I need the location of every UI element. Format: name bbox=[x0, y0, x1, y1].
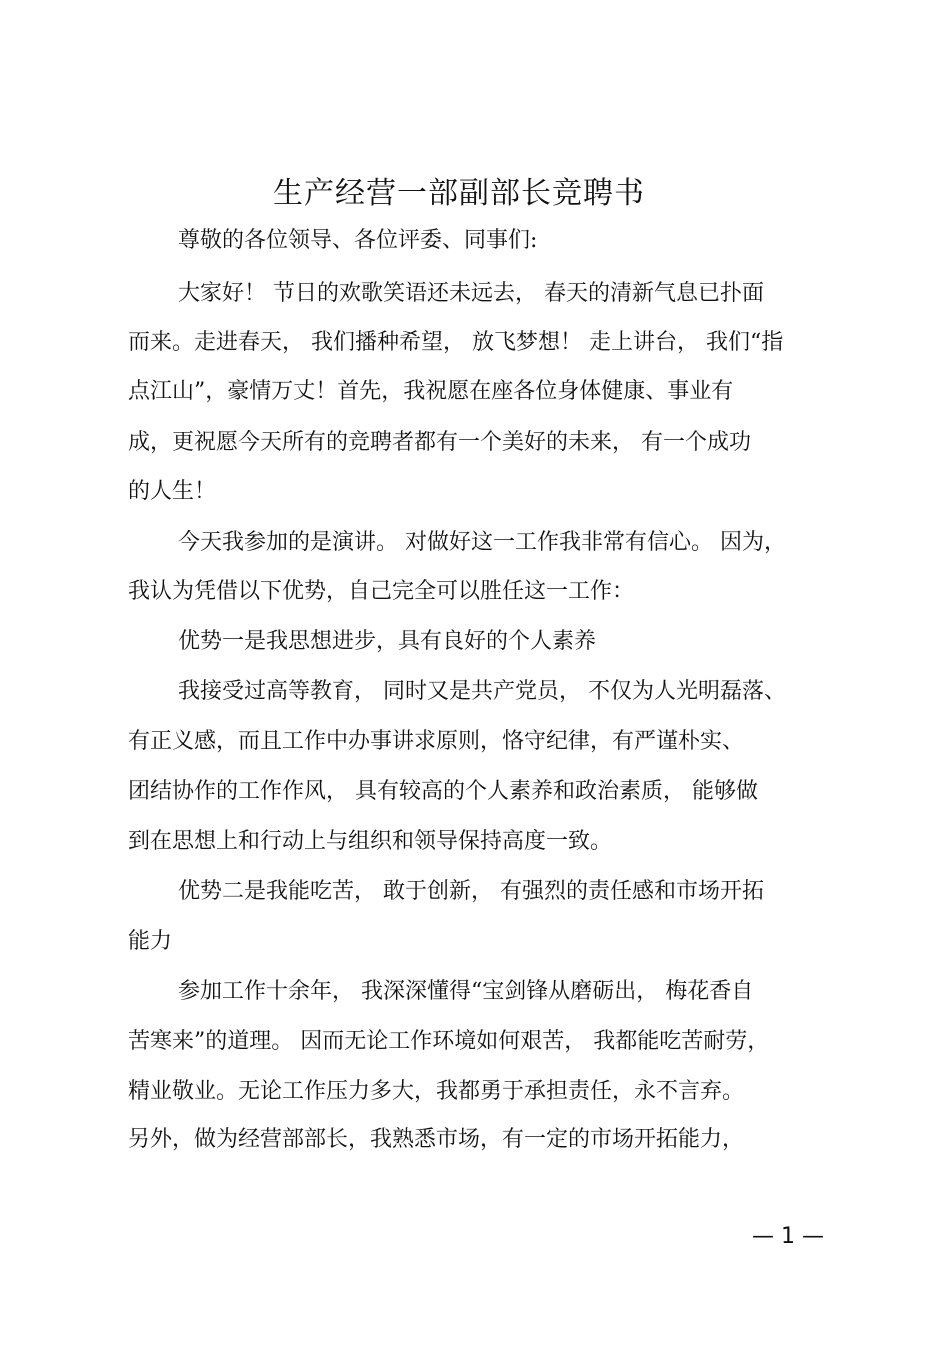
body-line: 今天我参加的是演讲。 对做好这一工作我非常有信心。 因为， bbox=[178, 530, 786, 555]
page-number: — 1 — bbox=[752, 1224, 824, 1249]
body-line: 的人生！ bbox=[128, 479, 217, 504]
document-title: 生产经营一部副部长竞聘书 bbox=[273, 176, 645, 211]
body-line: 成，更祝愿今天所有的竞聘者都有一个美好的未来， 有一个成功 bbox=[128, 430, 751, 455]
body-line: 我接受过高等教育， 同时又是共产党员， 不仅为人光明磊落、 bbox=[178, 679, 786, 704]
body-line: 我认为凭借以下优势，自己完全可以胜任这一工作： bbox=[128, 579, 635, 604]
section-heading: 能力 bbox=[128, 929, 173, 954]
body-line: 参加工作十余年， 我深深懂得“宝剑锋从磨砺出， 梅花香自 bbox=[178, 979, 754, 1004]
body-line: 苦寒来”的道理。 因而无论工作环境如何艰苦， 我都能吃苦耐劳， bbox=[128, 1029, 770, 1054]
body-line: 点江山”，豪情万丈！首先，我祝愿在座各位身体健康、事业有 bbox=[128, 379, 734, 404]
body-line: 大家好！ 节日的欢歌笑语还未远去， 春天的清新气息已扑面 bbox=[178, 281, 764, 306]
body-line: 另外，做为经营部部长，我熟悉市场，有一定的市场开拓能力， bbox=[128, 1127, 745, 1152]
body-line: 团结协作的工作作风， 具有较高的个人素养和政治素质， 能够做 bbox=[128, 779, 758, 804]
section-heading: 优势二是我能吃苦， 敢于创新， 有强烈的责任感和市场开拓 bbox=[178, 879, 764, 904]
body-line: 尊敬的各位领导、各位评委、同事们: bbox=[178, 228, 538, 253]
body-line: 精业敬业。无论工作压力多大，我都勇于承担责任，永不言弃。 bbox=[128, 1079, 745, 1104]
body-line: 有正义感，而且工作中办事讲求原则，恪守纪律，有严谨朴实、 bbox=[128, 729, 745, 754]
body-line: 到在思想上和行动上与组织和领导保持高度一致。 bbox=[128, 829, 613, 854]
section-heading: 优势一是我思想进步，具有良好的个人素养 bbox=[178, 629, 597, 654]
body-line: 而来。走进春天， 我们播种希望， 放飞梦想！ 走上讲台， 我们“指 bbox=[128, 330, 784, 355]
